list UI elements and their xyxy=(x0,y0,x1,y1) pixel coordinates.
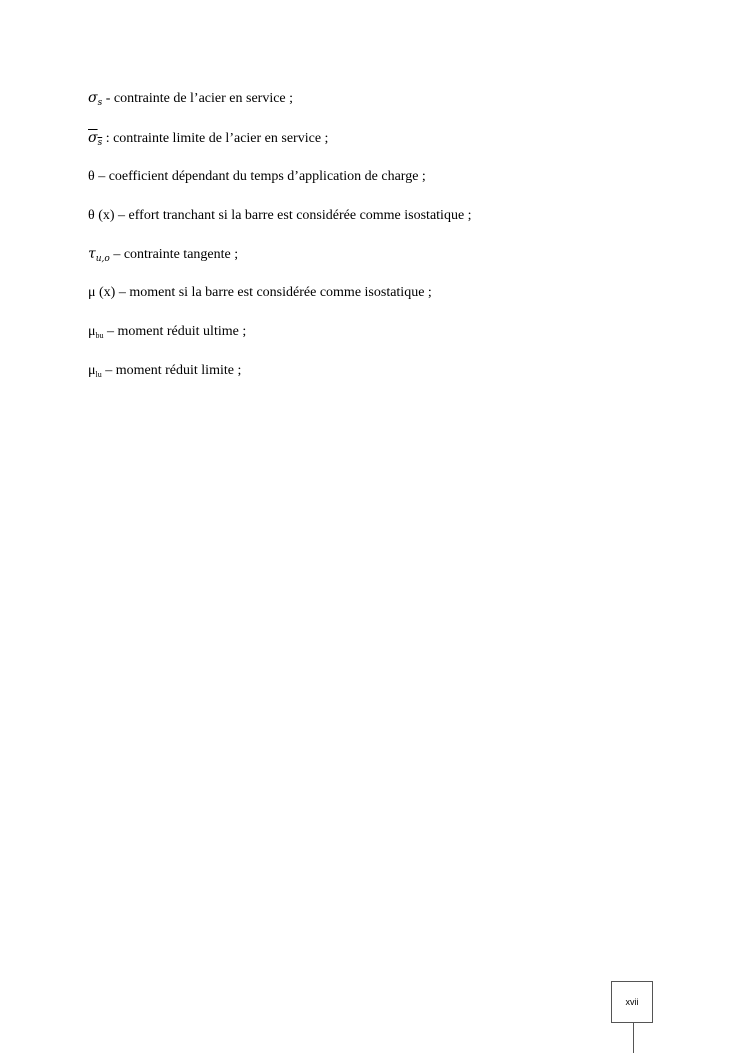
page-number-box xyxy=(611,981,653,1023)
symbol: $\tau_{u,o}$ xyxy=(88,246,110,264)
symbol: $\mu_{bu}$ xyxy=(88,324,104,340)
symbol-entry-mu-lu xyxy=(88,362,241,380)
symbol-entry-mu-bu xyxy=(88,323,246,341)
symbol: $\sigma_s$ xyxy=(88,90,103,108)
definition-text: : contrainte limite de l’acier en service ; xyxy=(102,131,329,146)
definition-text: (x) – effort tranchant si la barre est considérée comme isostatique ; xyxy=(94,208,472,223)
definition-text: – contrainte tangente ; xyxy=(109,247,239,262)
symbol: μ xyxy=(88,285,96,300)
symbol-entry-sigma-s-bar xyxy=(88,129,328,148)
definition-text: – moment réduit ultime ; xyxy=(103,324,247,339)
definition-text: – coefficient dépendant du temps d’application de charge ; xyxy=(94,169,426,184)
symbol: $\sigma_s$ xyxy=(88,130,103,148)
symbol-entry-theta-x xyxy=(88,207,472,225)
symbol: θ xyxy=(88,169,95,184)
symbol-entry-theta xyxy=(88,168,426,186)
symbol-entry-tau xyxy=(88,245,238,264)
symbol: θ xyxy=(88,208,95,223)
symbol-entry-sigma-s xyxy=(88,89,293,108)
page-number-connector-line xyxy=(633,1023,634,1053)
definition-text: - contrainte de l’acier en service ; xyxy=(102,91,294,106)
symbol: $\mu_{lu}$ xyxy=(88,363,102,379)
symbol-entry-mu-x xyxy=(88,284,432,302)
page-number: xvii xyxy=(625,997,639,1007)
definition-text: (x) – moment si la barre est considérée comme isostatique ; xyxy=(95,285,432,300)
definition-text: – moment réduit limite ; xyxy=(101,363,242,378)
